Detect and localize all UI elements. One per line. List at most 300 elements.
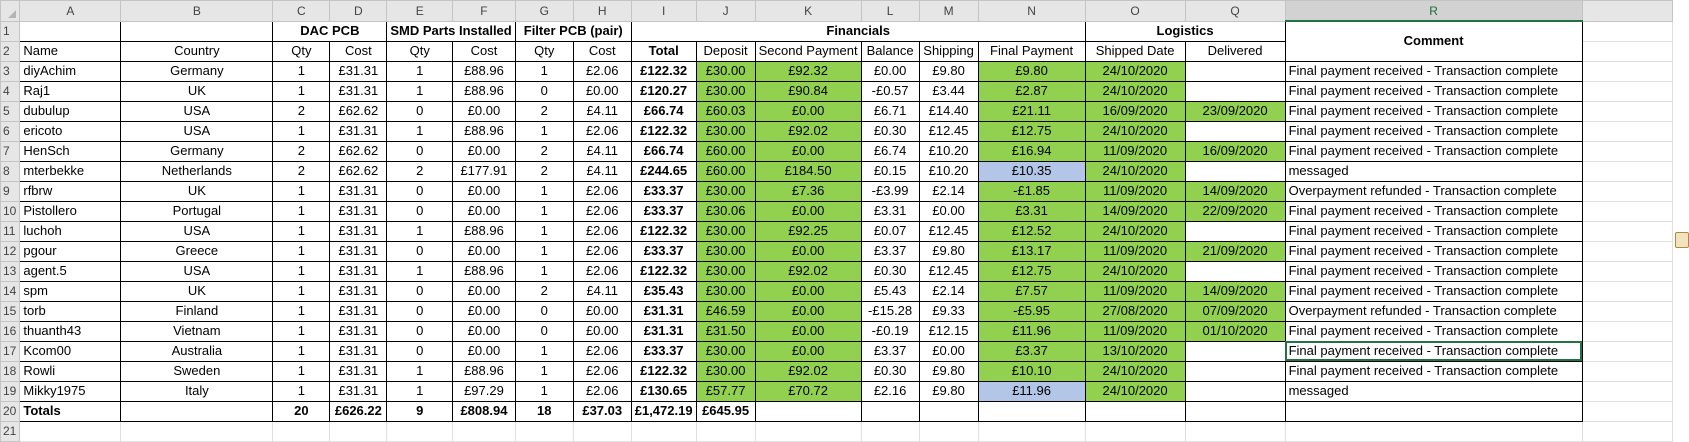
cell-name[interactable]: Rowli: [20, 361, 121, 381]
column-header-e[interactable]: E: [387, 1, 453, 22]
cell-dac-qty[interactable]: 1: [273, 201, 330, 221]
cell-shipped-date[interactable]: 24/10/2020: [1085, 61, 1185, 81]
select-all-corner[interactable]: [1, 1, 20, 22]
cell-final-payment[interactable]: £9.80: [978, 61, 1085, 81]
row-header[interactable]: 11: [1, 221, 20, 241]
cell-dac-qty[interactable]: 1: [273, 281, 330, 301]
cell-comment[interactable]: Final payment received - Transaction complete: [1285, 321, 1582, 341]
cell-country[interactable]: Germany: [121, 61, 273, 81]
cell[interactable]: [573, 421, 631, 441]
cell-smd-qty[interactable]: 1: [387, 261, 453, 281]
cell-balance[interactable]: £0.30: [861, 361, 919, 381]
group-filter-pcb[interactable]: Filter PCB (pair): [515, 21, 631, 41]
cell-final-payment[interactable]: -£1.85: [978, 181, 1085, 201]
cell-deposit[interactable]: £30.00: [696, 361, 755, 381]
cell-total[interactable]: £33.37: [631, 181, 696, 201]
cell-balance[interactable]: £0.15: [861, 161, 919, 181]
cell-second-payment[interactable]: £0.00: [755, 201, 861, 221]
cell[interactable]: [1582, 221, 1672, 241]
cell-deposit[interactable]: £30.00: [696, 281, 755, 301]
cell-final-payment[interactable]: £12.75: [978, 261, 1085, 281]
row-header[interactable]: 16: [1, 321, 20, 341]
cell-comment[interactable]: Final payment received - Transaction complete: [1285, 101, 1582, 121]
cell-deposit[interactable]: £30.06: [696, 201, 755, 221]
column-header-j[interactable]: J: [696, 1, 755, 22]
cell-dac-cost[interactable]: £31.31: [330, 181, 387, 201]
cell[interactable]: [1582, 41, 1672, 61]
cell-dac-qty[interactable]: 1: [273, 261, 330, 281]
cell-filter-qty[interactable]: 1: [515, 381, 573, 401]
cell[interactable]: [1582, 201, 1672, 221]
cell-dac-cost[interactable]: £31.31: [330, 261, 387, 281]
cell-shipped-date[interactable]: 11/09/2020: [1085, 141, 1185, 161]
cell-filter-qty[interactable]: 1: [515, 261, 573, 281]
cell-smd-qty[interactable]: 0: [387, 341, 453, 361]
header-total[interactable]: Total: [631, 41, 696, 61]
cell[interactable]: [453, 421, 516, 441]
cell-delivered[interactable]: [1185, 221, 1285, 241]
cell-second-payment[interactable]: £90.84: [755, 81, 861, 101]
cell-dac-cost[interactable]: £31.31: [330, 61, 387, 81]
totals-dac-qty[interactable]: 20: [273, 401, 330, 421]
cell-shipped-date[interactable]: 24/10/2020: [1085, 261, 1185, 281]
group-smd-parts[interactable]: SMD Parts Installed: [387, 21, 515, 41]
cell-balance[interactable]: £3.37: [861, 241, 919, 261]
cell-dac-qty[interactable]: 1: [273, 81, 330, 101]
column-header-d[interactable]: D: [330, 1, 387, 22]
cell-shipped-date[interactable]: 24/10/2020: [1085, 121, 1185, 141]
cell-total[interactable]: £66.74: [631, 101, 696, 121]
cell-second-payment[interactable]: £0.00: [755, 301, 861, 321]
cell-name[interactable]: rfbrw: [20, 181, 121, 201]
column-header-k[interactable]: K: [755, 1, 861, 22]
cell-deposit[interactable]: £46.59: [696, 301, 755, 321]
cell[interactable]: [1582, 181, 1672, 201]
cell-country[interactable]: Finland: [121, 301, 273, 321]
cell-smd-cost[interactable]: £0.00: [453, 201, 516, 221]
cell-balance[interactable]: £0.30: [861, 121, 919, 141]
cell[interactable]: [1582, 81, 1672, 101]
cell[interactable]: [919, 401, 978, 421]
cell-shipping[interactable]: £10.20: [919, 161, 978, 181]
cell-country[interactable]: Netherlands: [121, 161, 273, 181]
cell-filter-cost[interactable]: £0.00: [573, 301, 631, 321]
cell-filter-cost[interactable]: £2.06: [573, 341, 631, 361]
cell-second-payment[interactable]: £92.02: [755, 261, 861, 281]
cell-comment[interactable]: Overpayment refunded - Transaction complete: [1285, 301, 1582, 321]
cell-comment[interactable]: Final payment received - Transaction complete: [1285, 141, 1582, 161]
cell-total[interactable]: £33.37: [631, 341, 696, 361]
cell[interactable]: [631, 421, 696, 441]
cell-dac-qty[interactable]: 1: [273, 121, 330, 141]
cell-dac-cost[interactable]: £31.31: [330, 361, 387, 381]
row-header[interactable]: 14: [1, 281, 20, 301]
cell-shipping[interactable]: £2.14: [919, 281, 978, 301]
cell-dac-cost[interactable]: £31.31: [330, 241, 387, 261]
cell-filter-cost[interactable]: £0.00: [573, 321, 631, 341]
cell-balance[interactable]: -£3.99: [861, 181, 919, 201]
cell-country[interactable]: Australia: [121, 341, 273, 361]
cell[interactable]: [330, 421, 387, 441]
cell-filter-qty[interactable]: 2: [515, 101, 573, 121]
totals-label[interactable]: Totals: [20, 401, 121, 421]
cell-smd-qty[interactable]: 0: [387, 101, 453, 121]
cell-total[interactable]: £33.37: [631, 201, 696, 221]
cell[interactable]: [1582, 401, 1672, 421]
group-financials[interactable]: Financials: [631, 21, 1085, 41]
header-final-payment[interactable]: Final Payment: [978, 41, 1085, 61]
cell-comment[interactable]: Final payment received - Transaction complete: [1285, 61, 1582, 81]
cell-filter-cost[interactable]: £2.06: [573, 381, 631, 401]
cell-smd-qty[interactable]: 1: [387, 121, 453, 141]
cell-filter-qty[interactable]: 0: [515, 301, 573, 321]
cell-dac-cost[interactable]: £62.62: [330, 161, 387, 181]
cell-shipping[interactable]: £9.80: [919, 381, 978, 401]
cell-shipped-date[interactable]: 16/09/2020: [1085, 101, 1185, 121]
column-header-h[interactable]: H: [573, 1, 631, 22]
cell-shipping[interactable]: £10.20: [919, 141, 978, 161]
column-header-g[interactable]: G: [515, 1, 573, 22]
cell-delivered[interactable]: 01/10/2020: [1185, 321, 1285, 341]
cell-dac-cost[interactable]: £31.31: [330, 321, 387, 341]
cell-dac-qty[interactable]: 1: [273, 381, 330, 401]
row-header[interactable]: 4: [1, 81, 20, 101]
cell-second-payment[interactable]: £0.00: [755, 321, 861, 341]
header-name[interactable]: Name: [20, 41, 121, 61]
cell-shipped-date[interactable]: 11/09/2020: [1085, 241, 1185, 261]
cell-balance[interactable]: £0.07: [861, 221, 919, 241]
cell-name[interactable]: luchoh: [20, 221, 121, 241]
cell[interactable]: [1582, 361, 1672, 381]
column-header-m[interactable]: M: [919, 1, 978, 22]
cell[interactable]: [1285, 421, 1582, 441]
cell-total[interactable]: £33.37: [631, 241, 696, 261]
paste-options-icon[interactable]: [1675, 232, 1689, 248]
cell-shipping[interactable]: £12.45: [919, 261, 978, 281]
cell-comment[interactable]: Final payment received - Transaction complete: [1285, 81, 1582, 101]
cell-delivered[interactable]: [1185, 361, 1285, 381]
cell-comment[interactable]: Final payment received - Transaction complete: [1285, 341, 1582, 361]
cell-balance[interactable]: £6.71: [861, 101, 919, 121]
cell-delivered[interactable]: 07/09/2020: [1185, 301, 1285, 321]
cell-filter-cost[interactable]: £2.06: [573, 61, 631, 81]
header-dac-qty[interactable]: Qty: [273, 41, 330, 61]
cell-shipped-date[interactable]: 24/10/2020: [1085, 221, 1185, 241]
cell-filter-cost[interactable]: £4.11: [573, 141, 631, 161]
cell-deposit[interactable]: £30.00: [696, 261, 755, 281]
cell[interactable]: [1582, 141, 1672, 161]
cell-second-payment[interactable]: £92.02: [755, 121, 861, 141]
cell-filter-cost[interactable]: £2.06: [573, 241, 631, 261]
cell-comment[interactable]: messaged: [1285, 161, 1582, 181]
cell-delivered[interactable]: 21/09/2020: [1185, 241, 1285, 261]
cell[interactable]: [1582, 101, 1672, 121]
cell-comment[interactable]: Final payment received - Transaction complete: [1285, 241, 1582, 261]
cell-dac-cost[interactable]: £31.31: [330, 281, 387, 301]
cell-shipping[interactable]: £12.15: [919, 321, 978, 341]
group-dac-pcb[interactable]: DAC PCB: [273, 21, 387, 41]
cell-smd-qty[interactable]: 0: [387, 241, 453, 261]
cell-total[interactable]: £120.27: [631, 81, 696, 101]
column-header-blank[interactable]: [1582, 1, 1672, 22]
row-header[interactable]: 19: [1, 381, 20, 401]
cell-shipping[interactable]: £12.45: [919, 121, 978, 141]
cell-name[interactable]: diyAchim: [20, 61, 121, 81]
cell-comment[interactable]: Final payment received - Transaction complete: [1285, 281, 1582, 301]
cell-dac-cost[interactable]: £31.31: [330, 121, 387, 141]
cell-final-payment[interactable]: £21.11: [978, 101, 1085, 121]
cell-smd-cost[interactable]: £88.96: [453, 61, 516, 81]
cell[interactable]: [755, 401, 861, 421]
cell[interactable]: [1582, 121, 1672, 141]
cell-smd-qty[interactable]: 1: [387, 81, 453, 101]
cell-delivered[interactable]: [1185, 381, 1285, 401]
cell-smd-qty[interactable]: 1: [387, 221, 453, 241]
cell-country[interactable]: UK: [121, 81, 273, 101]
cell-comment[interactable]: Final payment received - Transaction complete: [1285, 261, 1582, 281]
cell[interactable]: [978, 401, 1085, 421]
cell-country[interactable]: Portugal: [121, 201, 273, 221]
cell[interactable]: [1582, 321, 1672, 341]
header-deposit[interactable]: Deposit: [696, 41, 755, 61]
cell-delivered[interactable]: 16/09/2020: [1185, 141, 1285, 161]
cell-final-payment[interactable]: £11.96: [978, 381, 1085, 401]
cell-delivered[interactable]: [1185, 121, 1285, 141]
cell-dac-cost[interactable]: £31.31: [330, 341, 387, 361]
cell-final-payment[interactable]: £10.10: [978, 361, 1085, 381]
header-shipped-date[interactable]: Shipped Date: [1085, 41, 1185, 61]
totals-total[interactable]: £1,472.19: [631, 401, 696, 421]
cell-total[interactable]: £122.32: [631, 361, 696, 381]
cell-name[interactable]: Mikky1975: [20, 381, 121, 401]
cell-smd-qty[interactable]: 1: [387, 361, 453, 381]
cell-filter-qty[interactable]: 1: [515, 121, 573, 141]
cell[interactable]: [121, 21, 273, 41]
cell-total[interactable]: £122.32: [631, 121, 696, 141]
cell-total[interactable]: £66.74: [631, 141, 696, 161]
cell-smd-qty[interactable]: 0: [387, 321, 453, 341]
cell-country[interactable]: USA: [121, 221, 273, 241]
cell[interactable]: [1185, 421, 1285, 441]
cell-dac-qty[interactable]: 2: [273, 101, 330, 121]
cell[interactable]: [20, 21, 121, 41]
cell[interactable]: [696, 421, 755, 441]
cell-country[interactable]: Vietnam: [121, 321, 273, 341]
cell-delivered[interactable]: [1185, 161, 1285, 181]
cell-country[interactable]: UK: [121, 281, 273, 301]
cell-country[interactable]: USA: [121, 101, 273, 121]
cell[interactable]: [919, 421, 978, 441]
cell-filter-qty[interactable]: 1: [515, 241, 573, 261]
cell[interactable]: [1582, 161, 1672, 181]
cell-smd-cost[interactable]: £0.00: [453, 341, 516, 361]
cell-name[interactable]: Raj1: [20, 81, 121, 101]
cell-dac-cost[interactable]: £31.31: [330, 381, 387, 401]
cell-shipped-date[interactable]: 14/09/2020: [1085, 201, 1185, 221]
cell-smd-cost[interactable]: £97.29: [453, 381, 516, 401]
cell-final-payment[interactable]: £16.94: [978, 141, 1085, 161]
cell-shipping[interactable]: £14.40: [919, 101, 978, 121]
cell-name[interactable]: pgour: [20, 241, 121, 261]
cell-shipping[interactable]: £9.80: [919, 241, 978, 261]
cell-filter-cost[interactable]: £2.06: [573, 221, 631, 241]
row-header[interactable]: 3: [1, 61, 20, 81]
row-header[interactable]: 9: [1, 181, 20, 201]
cell-shipped-date[interactable]: 11/09/2020: [1085, 321, 1185, 341]
cell-dac-qty[interactable]: 2: [273, 161, 330, 181]
header-country[interactable]: Country: [121, 41, 273, 61]
row-header[interactable]: 5: [1, 101, 20, 121]
cell-balance[interactable]: -£15.28: [861, 301, 919, 321]
cell-shipped-date[interactable]: 24/10/2020: [1085, 81, 1185, 101]
cell[interactable]: [1582, 241, 1672, 261]
totals-deposit[interactable]: £645.95: [696, 401, 755, 421]
cell-dac-qty[interactable]: 1: [273, 61, 330, 81]
totals-smd-qty[interactable]: 9: [387, 401, 453, 421]
cell-second-payment[interactable]: £92.32: [755, 61, 861, 81]
column-header-b[interactable]: B: [121, 1, 273, 22]
cell-deposit[interactable]: £30.00: [696, 121, 755, 141]
totals-filter-cost[interactable]: £37.03: [573, 401, 631, 421]
cell-balance[interactable]: £0.00: [861, 61, 919, 81]
cell[interactable]: [755, 421, 861, 441]
cell-delivered[interactable]: 14/09/2020: [1185, 281, 1285, 301]
column-header-c[interactable]: C: [273, 1, 330, 22]
cell-delivered[interactable]: [1185, 61, 1285, 81]
cell-smd-cost[interactable]: £88.96: [453, 81, 516, 101]
cell-filter-cost[interactable]: £2.06: [573, 181, 631, 201]
cell-final-payment[interactable]: £3.31: [978, 201, 1085, 221]
cell-deposit[interactable]: £30.00: [696, 341, 755, 361]
cell[interactable]: [20, 421, 121, 441]
cell-dac-qty[interactable]: 1: [273, 241, 330, 261]
cell-dac-qty[interactable]: 1: [273, 221, 330, 241]
cell-second-payment[interactable]: £0.00: [755, 141, 861, 161]
row-header[interactable]: 20: [1, 401, 20, 421]
cell-comment[interactable]: Final payment received - Transaction complete: [1285, 361, 1582, 381]
header-filter-qty[interactable]: Qty: [515, 41, 573, 61]
cell[interactable]: [1582, 61, 1672, 81]
cell-smd-cost[interactable]: £88.96: [453, 121, 516, 141]
column-header-a[interactable]: A: [20, 1, 121, 22]
cell-filter-qty[interactable]: 1: [515, 61, 573, 81]
row-header[interactable]: 7: [1, 141, 20, 161]
cell-shipped-date[interactable]: 24/10/2020: [1085, 381, 1185, 401]
cell-deposit[interactable]: £57.77: [696, 381, 755, 401]
cell-smd-cost[interactable]: £0.00: [453, 281, 516, 301]
cell-name[interactable]: agent.5: [20, 261, 121, 281]
cell-country[interactable]: Italy: [121, 381, 273, 401]
column-header-f[interactable]: F: [453, 1, 516, 22]
cell-name[interactable]: dubulup: [20, 101, 121, 121]
cell-filter-cost[interactable]: £4.11: [573, 281, 631, 301]
column-header-q[interactable]: Q: [1185, 1, 1285, 22]
column-header-i[interactable]: I: [631, 1, 696, 22]
cell-second-payment[interactable]: £0.00: [755, 101, 861, 121]
cell[interactable]: [978, 421, 1085, 441]
cell-deposit[interactable]: £31.50: [696, 321, 755, 341]
cell-final-payment[interactable]: £12.75: [978, 121, 1085, 141]
cell-dac-cost[interactable]: £31.31: [330, 201, 387, 221]
totals-dac-cost[interactable]: £626.22: [330, 401, 387, 421]
cell-total[interactable]: £244.65: [631, 161, 696, 181]
cell-smd-cost[interactable]: £177.91: [453, 161, 516, 181]
cell-second-payment[interactable]: £92.02: [755, 361, 861, 381]
cell[interactable]: [1185, 401, 1285, 421]
cell-name[interactable]: torb: [20, 301, 121, 321]
cell[interactable]: [1085, 401, 1185, 421]
cell-second-payment[interactable]: £92.25: [755, 221, 861, 241]
cell-second-payment[interactable]: £0.00: [755, 281, 861, 301]
row-header[interactable]: 2: [1, 41, 20, 61]
cell-smd-qty[interactable]: 0: [387, 201, 453, 221]
cell-dac-qty[interactable]: 1: [273, 341, 330, 361]
cell-name[interactable]: ericoto: [20, 121, 121, 141]
cell-country[interactable]: USA: [121, 121, 273, 141]
cell-balance[interactable]: £0.30: [861, 261, 919, 281]
cell-filter-qty[interactable]: 2: [515, 281, 573, 301]
cell-shipped-date[interactable]: 13/10/2020: [1085, 341, 1185, 361]
cell-dac-qty[interactable]: 1: [273, 181, 330, 201]
header-delivered[interactable]: Delivered: [1185, 41, 1285, 61]
cell-filter-qty[interactable]: 1: [515, 361, 573, 381]
row-header[interactable]: 15: [1, 301, 20, 321]
cell-country[interactable]: Sweden: [121, 361, 273, 381]
column-header-o[interactable]: O: [1085, 1, 1185, 22]
cell-delivered[interactable]: 14/09/2020: [1185, 181, 1285, 201]
cell-shipped-date[interactable]: 27/08/2020: [1085, 301, 1185, 321]
cell[interactable]: [121, 401, 273, 421]
header-shipping[interactable]: Shipping: [919, 41, 978, 61]
cell[interactable]: [121, 421, 273, 441]
cell-deposit[interactable]: £30.00: [696, 61, 755, 81]
cell-shipped-date[interactable]: 24/10/2020: [1085, 361, 1185, 381]
cell-filter-qty[interactable]: 0: [515, 81, 573, 101]
cell-deposit[interactable]: £30.00: [696, 181, 755, 201]
cell-balance[interactable]: £2.16: [861, 381, 919, 401]
cell-smd-qty[interactable]: 0: [387, 301, 453, 321]
cell-shipping[interactable]: £2.14: [919, 181, 978, 201]
cell-total[interactable]: £122.32: [631, 61, 696, 81]
cell-comment[interactable]: Overpayment refunded - Transaction complete: [1285, 181, 1582, 201]
cell-final-payment[interactable]: £13.17: [978, 241, 1085, 261]
row-header[interactable]: 18: [1, 361, 20, 381]
cell-filter-cost[interactable]: £2.06: [573, 121, 631, 141]
cell-shipping[interactable]: £12.45: [919, 221, 978, 241]
row-header[interactable]: 12: [1, 241, 20, 261]
cell-total[interactable]: £35.43: [631, 281, 696, 301]
row-header[interactable]: 17: [1, 341, 20, 361]
cell-smd-cost[interactable]: £88.96: [453, 361, 516, 381]
cell-second-payment[interactable]: £0.00: [755, 341, 861, 361]
header-smd-qty[interactable]: Qty: [387, 41, 453, 61]
cell-smd-qty[interactable]: 2: [387, 161, 453, 181]
cell-dac-cost[interactable]: £62.62: [330, 141, 387, 161]
cell-dac-cost[interactable]: £31.31: [330, 221, 387, 241]
column-header-l[interactable]: L: [861, 1, 919, 22]
header-dac-cost[interactable]: Cost: [330, 41, 387, 61]
cell-filter-qty[interactable]: 2: [515, 161, 573, 181]
cell-deposit[interactable]: £30.00: [696, 241, 755, 261]
cell-name[interactable]: Kcom00: [20, 341, 121, 361]
cell-filter-qty[interactable]: 1: [515, 201, 573, 221]
cell-dac-cost[interactable]: £31.31: [330, 301, 387, 321]
cell-balance[interactable]: -£0.57: [861, 81, 919, 101]
cell-total[interactable]: £31.31: [631, 301, 696, 321]
cell-second-payment[interactable]: £184.50: [755, 161, 861, 181]
cell-smd-qty[interactable]: 0: [387, 141, 453, 161]
cell-balance[interactable]: £3.31: [861, 201, 919, 221]
